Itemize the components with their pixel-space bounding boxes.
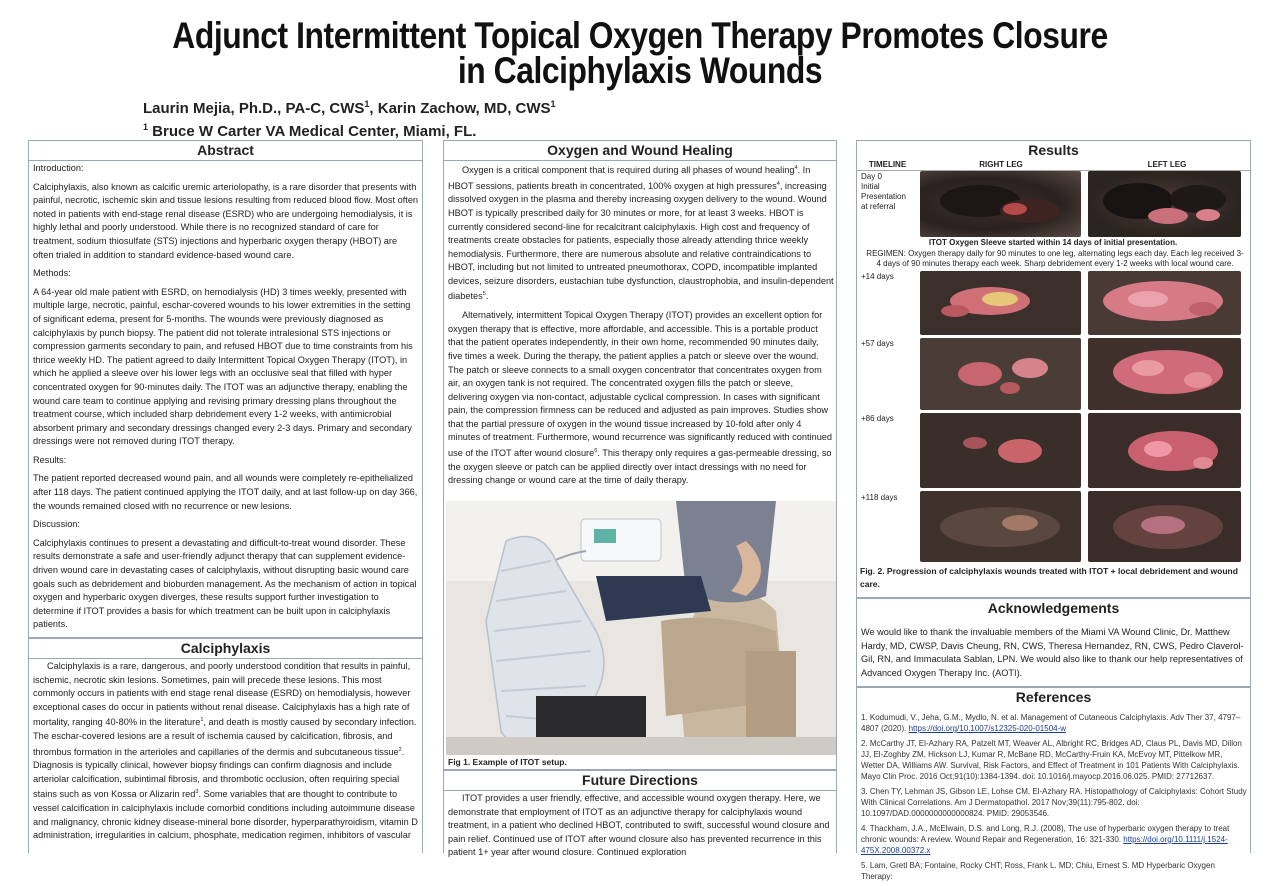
- ref-3: 3. Chen TY, Lehman JS, Gibson LE, Lohse CM, El-Azhary RA. Histopathology of Calciphylaxis: Cohort Study With Clinical Correlations. Am J Dermatopathol. 2017 Nov;39(11):795-802. doi: 10.1097/DAD.0000000000000824. PMID: 29053546.: [861, 787, 1247, 818]
- title-line-1: Adjunct Intermittent Topical Oxygen Therapy Promotes Closure: [172, 15, 1108, 56]
- authors: [143, 99, 556, 117]
- wound-left-86-art: [1088, 413, 1241, 488]
- author-2-sup: 1: [550, 99, 556, 109]
- ref-4-link[interactable]: https://doi.org/10.1111/j.1524-475X.2008.00372.x: [861, 835, 1228, 855]
- results-label: Results:: [33, 454, 67, 465]
- col-timeline: TIMELINE: [857, 159, 918, 171]
- abstract-heading: Abstract: [29, 141, 422, 161]
- wound-right-118-art: [920, 491, 1081, 562]
- intro-text: Calciphylaxis, also known as calcific uremic arteriolopathy, is a rare disorder that presents with painful, necrotic, ischemic skin and tissue lesions resulting from reduced blood flow. Most often noted in patients with end-stage renal disease (ESRD) who are undergoing hemodialysis, it is highly lethal and poorly understood. While there is no recognized standard of care for treatment, sodium thiosulfate (STS) injections and hyperbaric oxygen therapy (HBOT) are often trialed in addition to standard evidence-based wound care.: [33, 181, 419, 260]
- calciphylaxis-section: [28, 638, 423, 853]
- wound-right-57: [920, 338, 1081, 410]
- col-left-leg: LEFT LEG: [1084, 159, 1250, 171]
- oxy-text-a: Oxygen is a critical component that is required during all phases of wound healing: [462, 165, 795, 176]
- affiliation-text: Bruce W Carter VA Medical Center, Miami, FL.: [148, 123, 477, 140]
- wound-right-118: [920, 491, 1081, 562]
- oxygen-heading: Oxygen and Wound Healing: [444, 141, 836, 161]
- calci-sup-2: 2: [398, 746, 402, 753]
- discussion-label: Discussion:: [33, 519, 80, 530]
- acknowledgements-text: We would like to thank the invaluable members of the Miami VA Wound Clinic, Dr. Matthew Hardy, MD, CWSP, Davis Cheung, RN, CWS, Theresa Hernandez, RN, CWS, Pedro Claverol-Gil, RN, and Immaculata Sablan, LPN. We would also like to thank our help representatives of Advanced Oxygen Therapy Inc. (AOTI).: [861, 627, 1244, 678]
- wound-right-86-art: [920, 413, 1081, 488]
- wound-left-118: [1088, 491, 1241, 562]
- oxy-text-e: Alternatively, intermittent Topical Oxygen Therapy (ITOT) provides an excellent option for oxygen therapy that is effective, more affordable, and accessible. This is a portable product that the patient operates independently, in their own home, recommended 90 minutes daily, five times a week. During the therapy, the patient applies a patch or sleeve over the wound. The patch or sleeve connects to a small oxygen concentrator that concentrates oxygen from air, an oxygen tank is not required. The concentrated oxygen fills the patch or sleeve, delivering oxygen via non-contact, adjustable cyclical compression. In cases with significant pain, the compression firmness can be reduced and adjusted as pain improves. Studies show that the partial pressure of oxygen in the wound tissue increased by 10-fold after only 4 minutes of treatment. Furthermore, wound recurrence was significantly reduced with continued use of the ITOT after wound closure: [448, 310, 833, 459]
- future-section: [443, 770, 837, 858]
- wound-left-day0-art: [1088, 171, 1241, 237]
- methods-text: A 64-year old male patient with ESRD, on hemodialysis (HD) 3 times weekly, presented with multiple large, necrotic, painful, eschar-covered wounds to his lower extremities in the setting of significant edema, present for 5-months. The wounds were previously diagnosed as calciphylaxis by punch biopsy. The patient did not tolerate intralesional STS injections or compression garments secondary to pain, and refused HBOT due to time constraints from his thrice weekly HD. The patient agreed to daily Intermittent Topical Oxygen Therapy (ITOT), in which he applied a sleeve over his lower legs with an occlusive seal that filled with hyper concentrated oxygen for 90-minutes daily. The ITOT was an adjunctive therapy, enabling the wound care team to continue applying and revising primary dressing plans throughout the treatment course, which included sharp debridement every 1-2 weeks, with antimicrobial absorbent primary and secondary dressings changed every 2-3 days. Primary and secondary dressings were not removed during ITOT therapy.: [33, 286, 413, 447]
- sleeve-note: ITOT Oxygen Sleeve started within 14 days of initial presentation.: [928, 238, 1178, 247]
- oxy-sup-4: 4: [794, 165, 798, 171]
- oxygen-body: [448, 162, 834, 493]
- oxy-sup-5: 5: [482, 291, 486, 298]
- wound-left-14: [1088, 271, 1241, 335]
- fig2-caption: Fig. 2. Progression of calciphylaxis wounds treated with ITOT + local debridement and wound care.: [860, 566, 1238, 589]
- calci-text-d: . Some variables that are thought to contribute to vessel calcification in calciphylaxis include comorbid conditions including autoimmune disease and malignancy, chronic kidney disease-mineral bone disorder, hyperparathyroidism, vitamin D administration, irregularities in calcium, phosphate, medication regimen, inhibitors of vascular: [33, 789, 418, 841]
- oxygen-section: [443, 140, 837, 770]
- itot-setup-illustration: [446, 501, 836, 755]
- ref-1-link[interactable]: https://doi.org/10.1007/s12325-020-01504-w: [908, 724, 1067, 733]
- references-list: [861, 712, 1248, 886]
- wound-left-86: [1088, 413, 1241, 488]
- row-118-label: +118 days: [861, 493, 898, 502]
- row-day0-label: Day 0 Initial Presentation at referral: [861, 172, 906, 211]
- oxy-text-d: .: [485, 291, 489, 302]
- oxygen-para-2: [448, 309, 834, 488]
- references-heading: References: [857, 688, 1250, 707]
- wound-left-118-art: [1088, 491, 1241, 562]
- ref-4-text: 4. Thackham, J.A., McElwain, D.S. and Long, R.J. (2008), The use of hyperbaric oxygen therapy to treat chronic wounds: A review. Wound Repair and Regeneration, 16: 321-330.: [861, 824, 1230, 844]
- calciphylaxis-body: [33, 660, 420, 843]
- abstract-body: [33, 162, 420, 637]
- results-heading: Results: [857, 141, 1250, 158]
- references-section: [856, 687, 1251, 881]
- fig1-caption: Fig 1. Example of ITOT setup.: [448, 757, 567, 767]
- oxy-text-f: . This therapy only requires a gas-permeable dressing, so the oxygen sleeve or patch can be applied directly over intact dressings with no need for dressing change or wound care at the time of daily therapy.: [448, 448, 832, 486]
- future-heading: Future Directions: [444, 771, 836, 791]
- ref-5: 5. Lam, Gretl BA; Fontaine, Rocky CHT; Ross, Frank L. MD; Chiu, Ernest S. MD Hyperbaric Oxygen Therapy:: [861, 861, 1215, 881]
- wound-left-57: [1088, 338, 1241, 410]
- abstract-section: [28, 140, 423, 638]
- wound-right-14: [920, 271, 1081, 335]
- calci-text-c: . Diagnosis is typically clinical, however biopsy findings can confirm diagnosis and include arteriolar calcification, subintimal fibrosis, and thrombotic occlusion, often requiring special stains such as von Kossa or Alizarin red: [33, 746, 405, 800]
- acknowledgements-heading: Acknowledgements: [857, 599, 1250, 618]
- affiliation: [143, 122, 476, 140]
- author-1-sup: 1: [364, 99, 370, 109]
- oxy-text-b: . In HBOT sessions, patients breath in concentrated, 100% oxygen at high pressures: [448, 165, 811, 191]
- intro-label: Introduction:: [33, 163, 84, 173]
- author-1: Laurin Mejia, Ph.D., PA-C, CWS: [143, 100, 365, 117]
- oxy-text-c: , increasing dissolved oxygen in the plasma and thereby increasing oxygen delivery to the wound. Wound HBOT is typically prescribed daily for 30 minutes or more, for at least 3 weeks. HBOT is currently considered second-line for recalcitrant calciphylaxis. High cost and frequency of treatments create obstacles for patients, especially those already attending thrice weekly hemodialysis. Furthermore, there are numerous absolute and relative contraindications to HBOT, including but not limited to untreated pneumothorax, COPD, incompatible implanted devices, seizure disorders, eustachian tube dysfunction, claustrophobia, and insulin-dependent diabetes: [448, 180, 834, 302]
- col-right-leg: RIGHT LEG: [918, 159, 1084, 171]
- oxy-sup-6: 6: [594, 448, 598, 455]
- wound-right-14-art: [920, 271, 1081, 335]
- discussion-text: Calciphylaxis continues to present a devastating and difficult-to-treat wound disorder. These results demonstrate a safe and user-friendly adjunct therapy that can supplement evidence-driven wound care in devastating cases of calciphylaxis, without disrupting basic wound care goals such as debridement and bioburden management. As the mechanism of action in topical oxygen and hyperbaric oxygen diverges, these results support further investigation to determine if ITOT provides a basis for which treatment can be built upon in calciphylaxis patients.: [33, 537, 417, 630]
- poster-title: [90, 15, 1191, 91]
- wound-left-57-art: [1088, 338, 1241, 410]
- title-line-2: in Calciphylaxis Wounds: [457, 50, 823, 91]
- oxygen-para-1: [448, 162, 834, 304]
- ref-4: [861, 823, 1248, 856]
- oxy-sup-4b: 4: [776, 180, 780, 187]
- wound-right-86: [920, 413, 1081, 488]
- ref-1-text: 1. Kodumudi, V., Jeha, G.M., Mydlo, N. et al. Management of Cutaneous Calciphylaxis. Adv Ther 37, 4797–4807 (2020).: [861, 713, 1241, 733]
- methods-label: Methods:: [33, 268, 71, 279]
- calci-sup-1: 1: [200, 717, 204, 724]
- ref-2: 2. McCarthy JT, El-Azhary RA, Patzelt MT, Weaver AL, Albright RC, Bridges AD, Claus PL, Davis MD, Dillon JJ, El-Zoghby ZM, Hickson LJ, Kumar R, McBane RD, McCarthy-Fruin KA, McEvoy MT, Pittelkow MR, Wetter DA, Williams AW. Survival, Risk Factors, and Effect of Treatment in 101 Patients With Calciphylaxis. Mayo Clin Proc. 2016 Oct;91(10):1384-1394. doi: 10.1016/j.mayocp.2016.06.025. PMID: 27712637.: [861, 739, 1242, 781]
- wound-right-day0-art: [920, 171, 1081, 237]
- calci-sup-3: 3: [195, 789, 199, 796]
- itot-setup-photo: [446, 501, 836, 755]
- author-2: , Karin Zachow, MD, CWS: [369, 100, 551, 117]
- wound-left-14-art: [1088, 271, 1241, 335]
- row-86-label: +86 days: [861, 414, 894, 423]
- regimen-text: REGIMEN: Oxygen therapy daily for 90 minutes to one leg, alternating legs each day. Each leg received 3-4 days of 90 minutes therapy each week. Sharp debridement every 1-2 weeks with local wound care.: [866, 249, 1244, 268]
- acknowledgements-section: [856, 598, 1251, 687]
- row-57-label: +57 days: [861, 339, 894, 348]
- wound-right-day0: [920, 171, 1081, 237]
- wound-left-day0: [1088, 171, 1241, 237]
- future-body: ITOT provides a user friendly, effective, and accessible wound oxygen therapy. Here, we demonstrate that employment of ITOT as an adjunctive therapy for calciphylaxis wound treatment, in a patient who declined HBOT, contributed to swift, successful wound closure and pain relief. Continued use of ITOT after wound closure also has prevented recurrence in this patient 1+ year after wound closure. Continued exploration: [448, 793, 830, 858]
- affiliation-sup: 1: [143, 122, 149, 132]
- wound-right-57-art: [920, 338, 1081, 410]
- row-14-label: +14 days: [861, 272, 894, 281]
- calci-text-b: , and death is mostly caused by secondary infection. The eschar-covered lesions are a result of ischemia caused by calcification, fibrosis, and thrombus formation in the arterioles and capillaries of the dermis and subcutaneous tissue: [33, 717, 417, 757]
- calciphylaxis-heading: Calciphylaxis: [29, 639, 422, 659]
- calci-text-a: Calciphylaxis is a rare, dangerous, and poorly understood condition that results in painful, ischemic, necrotic skin lesions. Sometimes, pain will precede these lesions. This most commonly occurs in patients with end stage renal disease (ESRD) on hemodialysis, however exceptional cases do occur in patients without renal disease. Calciphylaxis has a high rate of mortality, ranging 40-80% in the literature: [33, 661, 411, 728]
- results-text: The patient reported decreased wound pain, and all wounds were completely re-epithelialized after 118 days. The patient continued applying the ITOT daily, and at last follow-up on day 366, the wounds remained closed with no recurrence or new lesions.: [33, 473, 418, 511]
- ref-1: [861, 712, 1248, 734]
